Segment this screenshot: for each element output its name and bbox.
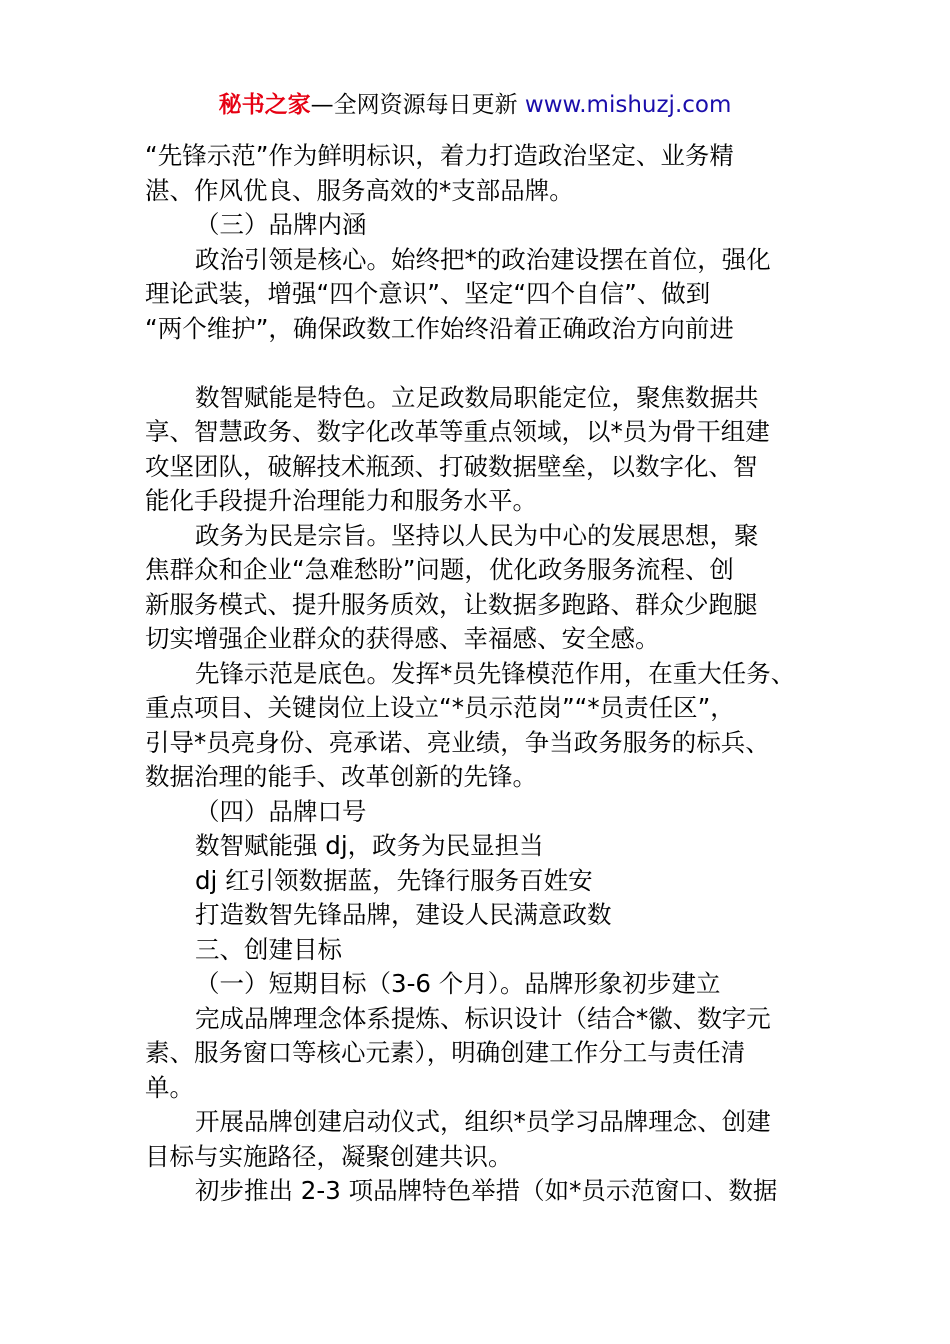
paragraph-line: 享、智慧政务、数字化改革等重点领域，以*员为骨干组建	[145, 417, 770, 446]
paragraph-line: 新服务模式、提升服务质效，让数据多跑路、群众少跑腿	[145, 589, 758, 619]
section-heading: （四）品牌口号	[195, 796, 367, 826]
header-slogan: 全网资源每日更新	[333, 92, 518, 118]
document-body	[145, 139, 809, 1209]
paragraph-line: 素、服务窗口等核心元素），明确创建工作分工与责任清	[145, 1038, 746, 1067]
paragraph-line: 完成品牌理念体系提炼、标识设计（结合*徽、数字元	[195, 1003, 771, 1033]
paragraph-line: 政治引领是核心。始终把*的政治建设摆在首位，强化	[195, 244, 771, 274]
paragraph-line: 目标与实施路径，凝聚创建共识。	[145, 1141, 513, 1171]
paragraph-line: 重点项目、关键岗位上设立“*员示范岗”“*员责任区”，	[145, 693, 735, 722]
paragraph-line: 切实增强企业群众的获得感、幸福感、安全感。	[145, 624, 660, 653]
page-header	[0, 88, 950, 122]
paragraph-line: “两个维护”，确保政数工作始终沿着正确政治方向前进	[145, 313, 734, 343]
paragraph-line: 开展品牌创建启动仪式，组织*员学习品牌理念、创建	[195, 1107, 771, 1136]
subsection-heading: （一）短期目标（3-6 个月）。品牌形象初步建立	[195, 969, 721, 998]
paragraph-line: 数智赋能是特色。立足政数局职能定位，聚焦数据共	[195, 382, 759, 412]
paragraph-line: 先锋示范是底色。发挥*员先锋模范作用，在重大任务、	[195, 658, 796, 688]
paragraph-line: 攻坚团队，破解技术瓶颈、打破数据壁垒，以数字化、智	[145, 451, 758, 481]
brand-name: 秘书之家	[218, 92, 311, 118]
site-url-link[interactable]: www.mishuzj.com	[524, 92, 732, 118]
paragraph-line: 能化手段提升治理能力和服务水平。	[145, 486, 537, 515]
paragraph-line: 引导*员亮身份、亮承诺、亮业绩，争当政务服务的标兵、	[145, 727, 770, 757]
paragraph-line: 焦群众和企业“急难愁盼”问题，优化政务服务流程、创	[145, 555, 734, 584]
paragraph-line: 政务为民是宗旨。坚持以人民为中心的发展思想，聚	[195, 520, 759, 550]
paragraph-line: 理论武装，增强“四个意识”、坚定“四个自信”、做到	[145, 279, 711, 308]
slogan-line: dj 红引领数据蓝，先锋行服务百姓安	[195, 865, 593, 895]
header-dash: —	[310, 92, 334, 118]
paragraph-line: 初步推出 2-3 项品牌特色举措（如*员示范窗口、数据	[195, 1176, 778, 1205]
section-heading: 三、创建目标	[195, 934, 342, 964]
blank-line	[145, 346, 809, 381]
paragraph-line: 单。	[145, 1072, 194, 1102]
section-heading: （三）品牌内涵	[195, 210, 367, 239]
paragraph-line: “先锋示范”作为鲜明标识，着力打造政治坚定、业务精	[145, 141, 734, 170]
slogan-line: 打造数智先锋品牌，建设人民满意政数	[195, 900, 612, 929]
paragraph-line: 数据治理的能手、改革创新的先锋。	[145, 762, 537, 791]
paragraph-line: 湛、作风优良、服务高效的*支部品牌。	[145, 175, 574, 205]
slogan-line: 数智赋能强 dj，政务为民显担当	[195, 831, 544, 860]
